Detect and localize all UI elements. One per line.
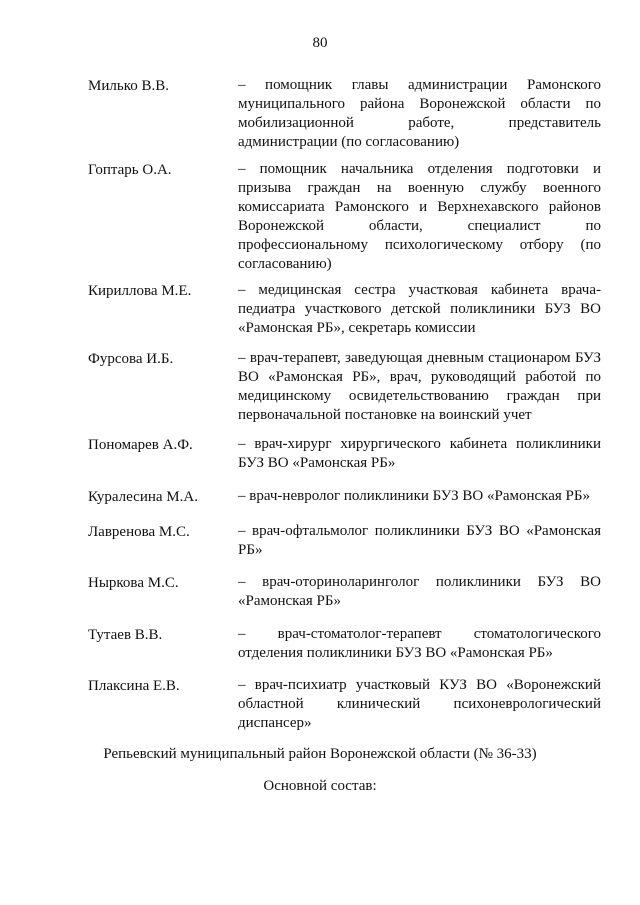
member-name: Плаксина Е.В. [88, 678, 180, 694]
member-role: – врач-невролог поликлиники БУЗ ВО «Рамонская РБ» [238, 488, 591, 504]
member-role: – врач-психиатр участковый КУЗ ВО «Воронежский областной клинический психоневрологический диспансер» [238, 677, 601, 731]
member-name: Тутаев В.В. [88, 627, 163, 643]
section-title: Репьевский муниципальный район Воронежской области (№ 36-33) [103, 746, 537, 762]
member-role: – помощник начальника отделения подготовки и призыва граждан на военную службу военного комиссариата Рамонского и Верхнехавского районов Воронежской области, специалист по профессиональному психологическому отбору (по согласованию) [238, 161, 601, 272]
member-name: Гоптарь О.А. [88, 162, 172, 178]
member-role: – врач-оториноларинголог поликлиники БУЗ ВО «Рамонская РБ» [238, 574, 601, 609]
member-name: Куралесина М.А. [88, 489, 198, 505]
member-role: – врач-хирург хирургического кабинета поликлиники БУЗ ВО «Рамонская РБ» [238, 436, 601, 471]
member-role: – медицинская сестра участковая кабинета врача-педиатра участкового детской поликлиники БУЗ ВО «Рамонская РБ», секретарь комиссии [238, 282, 601, 336]
member-name: Милько В.В. [88, 78, 169, 94]
member-name: Кириллова М.Е. [88, 283, 192, 299]
member-name: Фурсова И.Б. [88, 351, 174, 367]
member-role: – врач-стоматолог-терапевт стоматологического отделения поликлиники БУЗ ВО «Рамонская РБ» [238, 626, 601, 661]
member-role: – врач-офтальмолог поликлиники БУЗ ВО «Рамонская РБ» [238, 523, 601, 558]
member-name: Пономарев А.Ф. [88, 437, 193, 453]
member-name: Ныркова М.С. [88, 575, 179, 591]
member-role: – помощник главы администрации Рамонского муниципального района Воронежской области по мобилизационной работе, представитель администрации (по согласованию) [238, 77, 601, 150]
subsection-title: Основной состав: [263, 778, 377, 794]
page-number: 80 [312, 35, 328, 51]
member-role: – врач-терапевт, заведующая дневным стационаром БУЗ ВО «Рамонская РБ», врач, руководящий работой по медицинскому освидетельствованию граждан при первоначальной постановке на воинский учет [238, 350, 601, 423]
member-name: Лавренова М.С. [88, 524, 190, 540]
